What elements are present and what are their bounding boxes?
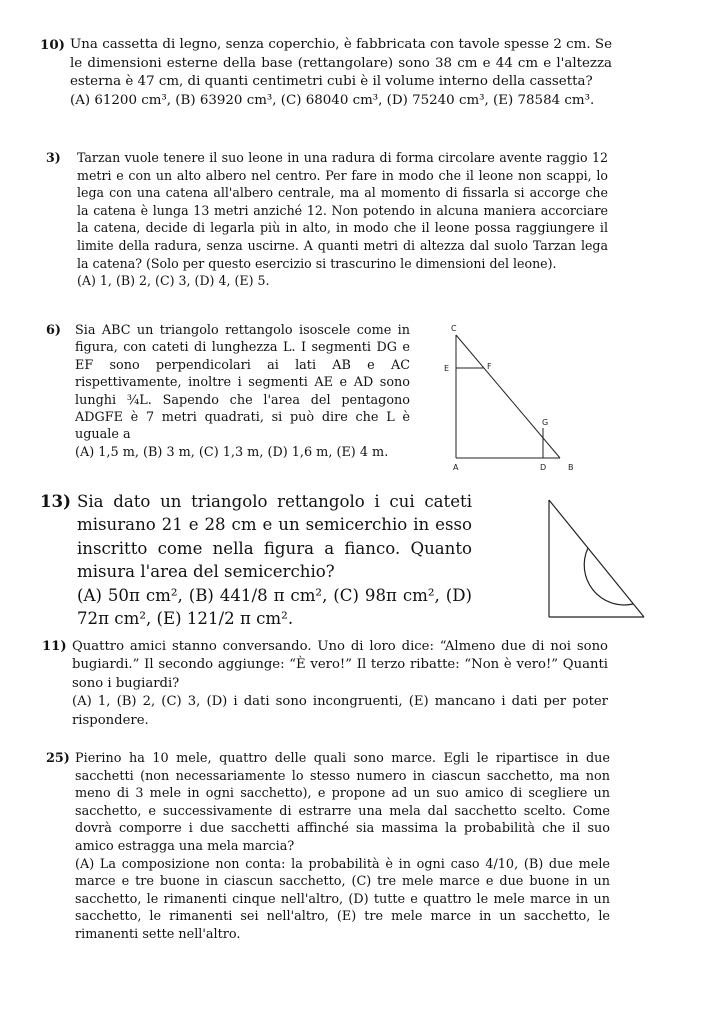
problem-3 bbox=[46, 149, 608, 290]
label-e: E bbox=[444, 364, 450, 373]
problem-number: 13) bbox=[40, 491, 71, 511]
problem-text: Una cassetta di legno, senza coperchio, è fabbricata con tavole spesse 2 cm. Se le dimensioni esterne della base (rettangolare) sono 38 cm e 44 cm e l'altezza esterna è 47 cm, di quanti centimetri cubi è il volume interno della cassetta? bbox=[70, 37, 612, 90]
label-b: B bbox=[568, 463, 574, 472]
problem-text: Quattro amici stanno conversando. Uno di loro dice: “Almeno due di noi sono bugiardi.” Il secondo aggiunge: “È vero!” Il terzo ribatte: “Non è vero!” Quanti sono i bugiardi? bbox=[72, 639, 608, 691]
problem-10 bbox=[40, 36, 612, 110]
inscribed-semicircle bbox=[584, 548, 633, 605]
triangle-hypotenuse bbox=[549, 500, 644, 617]
answer-options: (A) 1,5 m, (B) 3 m, (C) 1,3 m, (D) 1,6 m, (E) 4 m. bbox=[75, 444, 389, 460]
problem-number: 10) bbox=[40, 37, 65, 53]
label-a: A bbox=[453, 463, 459, 472]
problem-text: Sia ABC un triangolo rettangolo isoscele come in figura, con cateti di lunghezza L. I segmenti DG e EF sono perpendicolari ai lati AB e AC rispettivamente, inoltre i segmenti AE e AD sono lunghi ¾L. Sapendo che l'area del pentagono ADGFE è 7 metri quadrati, si può dire che L è uguale a bbox=[75, 323, 410, 443]
problem-25 bbox=[46, 750, 610, 944]
label-c: C bbox=[451, 324, 457, 333]
answer-options: (A) La composizione non conta: la probabilità è in ogni caso 4/10, (B) due mele marce e tre buone in ciascun sacchetto, (C) tre mele marce e due buone in un sacchetto, le rimanenti cinque nell'altro, (D) tutte e quattro le mele marce in un sacchetto, le rimanenti sei nell'altro, (E) tre mele marce in un sacchetto, le rimanenti sette nell'altro. bbox=[75, 856, 610, 942]
label-g: G bbox=[542, 418, 549, 427]
problem-text: Pierino ha 10 mele, quattro delle quali sono marce. Egli le ripartisce in due sacchetti (non necessariamente lo stesso numero in ciascun sacchetto, ma non meno di 3 mele in ogni sacchetto), e propone ad un suo amico di scegliere un sacchetto, e successivamente di estrarre una mela dal sacchetto scelto. Come dovrà comporre i due sacchetti affinché sia massima la probabilità che il suo amico estragga una mela marcia? bbox=[75, 751, 610, 854]
label-d: D bbox=[540, 463, 547, 472]
answer-options: (A) 1, (B) 2, (C) 3, (D) 4, (E) 5. bbox=[77, 273, 270, 289]
problem-text: Tarzan vuole tenere il suo leone in una radura di forma circolare avente raggio 12 metri e con un alto albero nel centro. Per fare in modo che il leone non scappi, lo lega con una catena all'albero centrale, ma al momento di fissarla si accorge che la catena è lunga 13 metri anziché 12. Non potendo in alcuna maniera accorciare la catena, decide di legarla più in alto, in modo che il leone possa raggiungere il limite della radura, senza uscirne. A quanti metri di altezza dal suolo Tarzan lega la catena? (Solo per questo esercizio si trascurino le dimensioni del leone). bbox=[77, 150, 608, 271]
answer-options: (A) 50π cm², (B) 441/8 π cm², (C) 98π cm², (D) 72π cm², (E) 121/2 π cm². bbox=[77, 585, 472, 629]
problem-number: 25) bbox=[46, 751, 70, 766]
problem-number: 11) bbox=[42, 639, 67, 654]
answer-options: (A) 61200 cm³, (B) 63920 cm³, (C) 68040 cm³, (D) 75240 cm³, (E) 78584 cm³. bbox=[70, 92, 595, 108]
problem-number: 6) bbox=[46, 323, 61, 338]
problem-text: Sia dato un triangolo rettangolo i cui cateti misurano 21 e 28 cm e un semicerchio in esso inscritto come nella figura a fianco. Quanto misura l'area del semicerchio? bbox=[77, 492, 472, 582]
triangle-abc-figure bbox=[440, 325, 590, 475]
semicircle-triangle-figure bbox=[540, 492, 650, 622]
label-f: F bbox=[487, 362, 492, 371]
side-bc bbox=[456, 335, 560, 458]
answer-options: (A) 1, (B) 2, (C) 3, (D) i dati sono incongruenti, (E) mancano i dati per poter rispondere. bbox=[72, 694, 608, 728]
problem-number: 3) bbox=[46, 150, 61, 165]
problem-6 bbox=[46, 322, 410, 461]
problem-13 bbox=[40, 490, 472, 630]
problem-11 bbox=[42, 638, 608, 730]
